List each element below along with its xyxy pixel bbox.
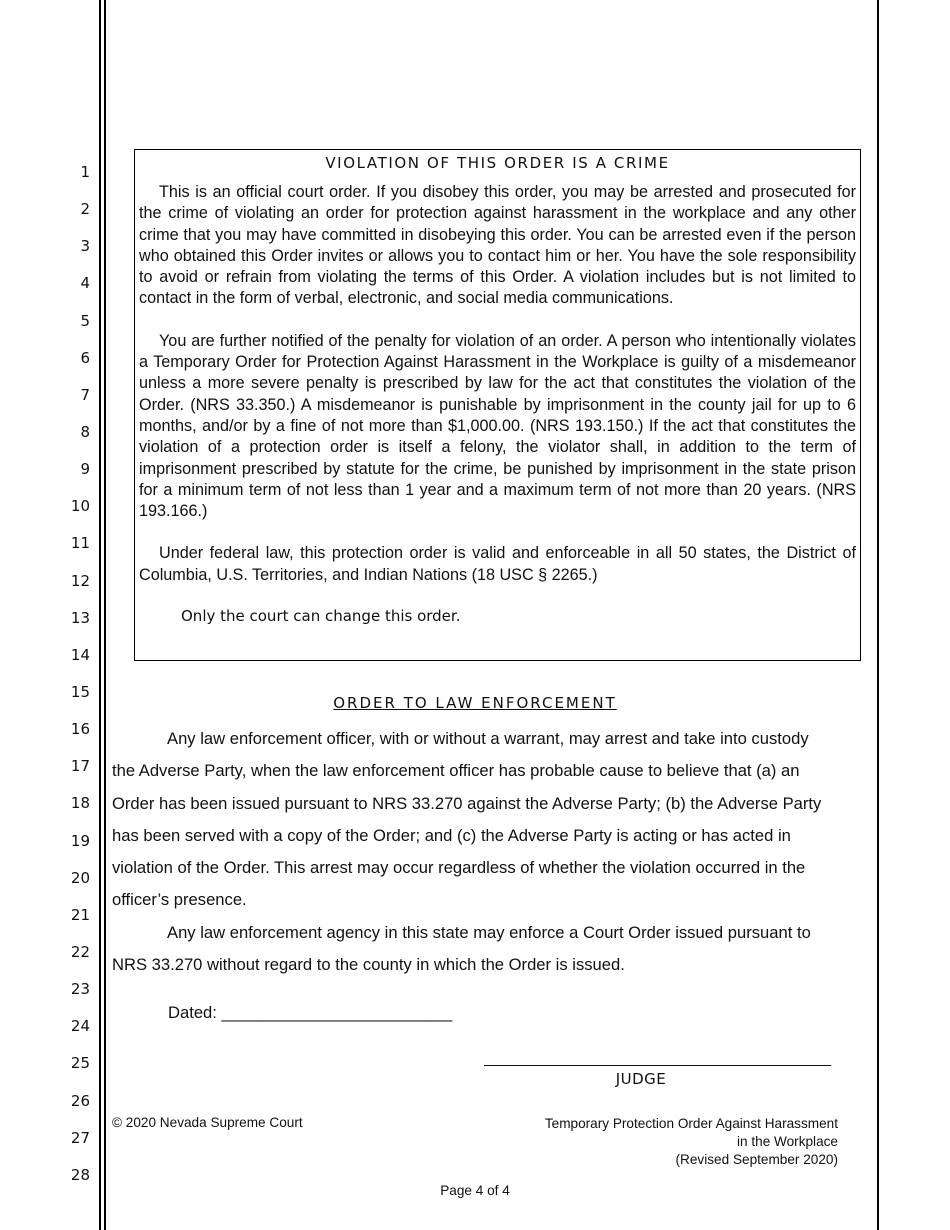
- left-margin-rule-outer: [99, 0, 101, 1230]
- line-number: 10: [70, 497, 90, 516]
- penalty-paragraph: You are further notified of the penalty for violation of an order. A person who intentionally violates a Temporary Order for Protection Against Harassment in the Workplace is guilty of a misdemeanor unless a more severe penalty is prescribed by law for the act that constitutes the violation of the Order. (NRS 33.350.) A misdemeanor is punishable by imprisonment in the county jail for up to 6 months, and/or by a fine of not more than $1,000.00. (NRS 193.150.) If the act that constitutes the violation of a protection order is itself a felony, the violator shall, in addition to the term of imprisonment prescribed by statute for the crime, be punished by imprisonment in the state prison for a minimum term of not less than 1 year and a maximum term of not more than 20 years. (NRS 193.166.): [139, 331, 856, 521]
- violation-warning-title: VIOLATION OF THIS ORDER IS A CRIME: [325, 154, 670, 172]
- line-number: 6: [80, 348, 90, 367]
- line-number: 2: [80, 200, 90, 219]
- court-change-notice: Only the court can change this order.: [181, 607, 461, 626]
- line-number: 26: [70, 1091, 90, 1110]
- line-number: 13: [70, 608, 90, 627]
- federal-law-paragraph: Under federal law, this protection order is valid and enforceable in all 50 states, the District of Columbia, U.S. Territories, and Indian Nations (18 USC § 2265.): [139, 544, 856, 584]
- law-enforcement-title: ORDER TO LAW ENFORCEMENT: [333, 694, 617, 712]
- line-number: 3: [80, 237, 90, 256]
- form-title-line1: Temporary Protection Order Against Harassment: [544, 1116, 838, 1131]
- line-number: 16: [70, 720, 90, 739]
- violation-warning-box: [134, 149, 861, 661]
- line-number: 1: [80, 163, 90, 181]
- line-number: 8: [80, 422, 90, 441]
- line-number: 11: [70, 534, 90, 553]
- line-number: 12: [70, 571, 90, 590]
- line-number: 24: [70, 1017, 90, 1036]
- form-title-line2: in the Workplace: [737, 1134, 838, 1149]
- arrest-authority-paragraph: Any law enforcement officer, with or without a warrant, may arrest and take into custody the Adverse Party, when the law enforcement officer has probable cause to believe that (a) an Order has been issued pursuant to NRS 33.270 against the Adverse Party; (b) the Adverse Party has been served with a copy of the Order; and (c) the Adverse Party is acting or has acted in violation of the Order. This arrest may occur regardless of whether the violation occurred in the officer’s presence.: [112, 729, 822, 910]
- footer-copyright: © 2020 Nevada Supreme Court: [112, 1115, 303, 1130]
- judge-label: JUDGE: [615, 1070, 667, 1088]
- line-number: 23: [70, 980, 90, 999]
- line-number: 9: [80, 460, 90, 479]
- enforcement-agency-paragraph: Any law enforcement agency in this state may enforce a Court Order issued pursuant to NRS 33.270 without regard to the county in which the Order is issued.: [112, 922, 811, 975]
- official-order-paragraph: This is an official court order. If you disobey this order, you may be arrested and prosecuted for the crime of violating an order for protection against harassment in the workplace and any other crime that you may have committed in disobeying this order. You can be arrested even if the person who obtained this Order invites or allows you to contact him or her. You have the sole responsibility to avoid or refrain from violating the terms of this Order. A violation includes but is not limited to contact in the form of verbal, electronic, and social media communications.: [139, 183, 856, 308]
- dated-blank-line: _________________________: [221, 1003, 453, 1022]
- line-number: 15: [70, 682, 90, 701]
- line-number: 27: [70, 1128, 90, 1147]
- line-number: 25: [70, 1054, 90, 1073]
- line-numbers: [60, 160, 90, 1200]
- right-margin-rule: [877, 0, 879, 1230]
- line-number: 5: [80, 311, 90, 330]
- dated-field: [168, 1003, 452, 1023]
- line-number: 19: [70, 831, 90, 850]
- footer-form-title: [500, 1115, 838, 1169]
- line-number: 22: [70, 942, 90, 961]
- line-number: 14: [70, 645, 90, 664]
- line-number: 7: [80, 385, 90, 404]
- form-revised-date: (Revised September 2020): [675, 1152, 838, 1167]
- judge-signature-line: _______________________________________: [484, 1050, 832, 1067]
- line-number: 28: [70, 1165, 90, 1184]
- law-enforcement-body: [112, 723, 836, 981]
- line-number: 18: [70, 794, 90, 813]
- line-number: 20: [70, 868, 90, 887]
- line-number: 4: [80, 274, 90, 293]
- left-margin-rule-inner: [104, 0, 106, 1230]
- dated-label: Dated:: [168, 1003, 217, 1022]
- line-number: 21: [70, 905, 90, 924]
- line-number: 17: [70, 757, 90, 776]
- page-number: Page 4 of 4: [440, 1183, 510, 1198]
